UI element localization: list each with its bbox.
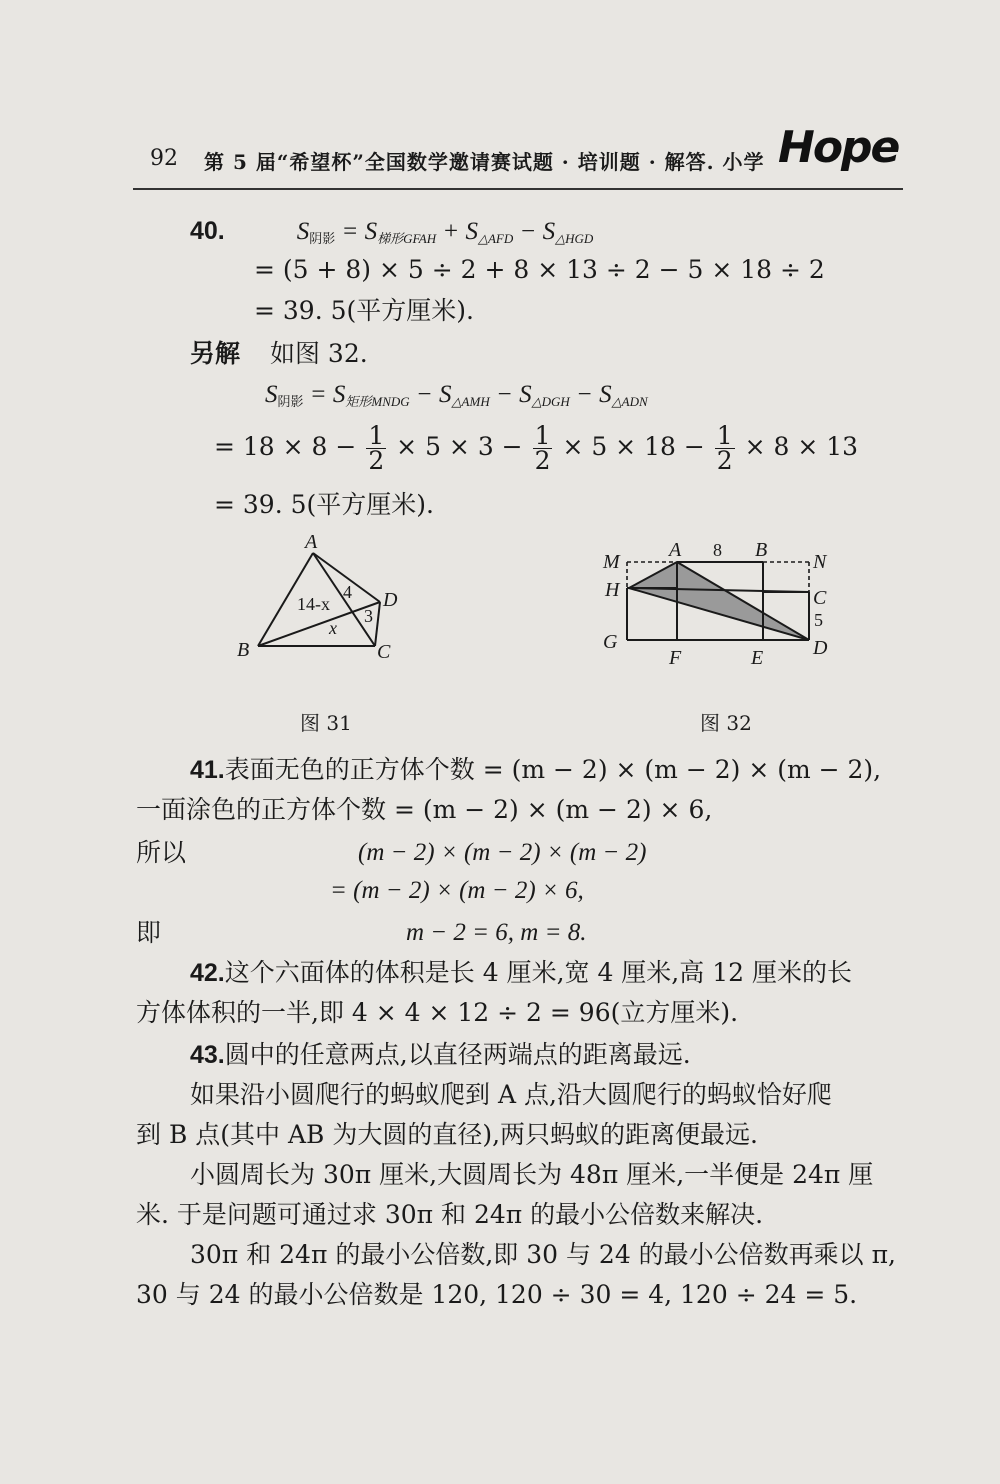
page-number: 92 bbox=[150, 146, 178, 171]
fig32-label-c: C bbox=[813, 587, 827, 609]
q40-alt-line2: = 18 × 8 − $\frac{1}{2}$ × 5 × 3 − $\frac{1}{2}$ × 5 × 18 − $\frac{1}{2}$ × 8 × 13 bbox=[214, 421, 859, 475]
fig31-label-a: A bbox=[305, 531, 318, 553]
q42-line1: 42.这个六面体的体积是长 4 厘米,宽 4 厘米,高 12 厘米的长 bbox=[190, 958, 852, 987]
fig31-label-d: D bbox=[383, 589, 398, 611]
q41-number: 41. bbox=[190, 756, 225, 784]
fig32-label-d: D bbox=[813, 637, 828, 659]
fig31-label-c: C bbox=[377, 641, 391, 663]
q43-line5: 米. 于是问题可通过求 30π 和 24π 的最小公倍数来解决. bbox=[136, 1200, 764, 1229]
fig32-label-h: H bbox=[605, 579, 620, 601]
q43-line7: 30 与 24 的最小公倍数是 120, 120 ÷ 30 = 4, 120 ÷ 24 = 5. bbox=[136, 1280, 858, 1309]
q40-alt-line1: $S_{阴影} = S_{矩形MNDG} - S_{\triangle AMH} - S_{\triangle DGH} - S_{\triangle ADN}$ bbox=[265, 381, 648, 410]
fig32-length-8: 8 bbox=[713, 540, 722, 560]
fig31-edge-cd bbox=[375, 602, 380, 646]
q40-alt-intro: 另解 如图 32. bbox=[190, 339, 368, 368]
running-header-title: 第 5 届“希望杯”全国数学邀请赛试题 · 培训题 · 解答. 小学 bbox=[204, 150, 765, 174]
fig32-label-g: G bbox=[603, 631, 618, 653]
fig31-label-b: B bbox=[237, 639, 250, 661]
q40-line3: = 39. 5(平方厘米). bbox=[254, 296, 474, 325]
q42-number: 42. bbox=[190, 959, 225, 987]
fig31-area-14-x: 14-x bbox=[297, 594, 330, 614]
fig31-area-x: x bbox=[329, 618, 337, 638]
hope-logo: Hope bbox=[778, 122, 899, 173]
q41-ie-label: 即 bbox=[136, 918, 162, 947]
fig32-label-a: A bbox=[669, 539, 682, 561]
fraction-half: $\frac{1}{2}$ bbox=[368, 421, 385, 475]
fig32-label-f: F bbox=[669, 647, 682, 669]
q43-line4: 小圆周长为 30π 厘米,大圆周长为 48π 厘米,一半便是 24π 厘 bbox=[190, 1160, 874, 1189]
q41-line2: 一面涂色的正方体个数 = (m − 2) × (m − 2) × 6, bbox=[136, 795, 713, 824]
q41-line1: 41.表面无色的正方体个数 = (m − 2) × (m − 2) × (m − 2), bbox=[190, 755, 882, 784]
fig32-length-5: 5 bbox=[814, 610, 823, 630]
fig32-label-b: B bbox=[755, 539, 768, 561]
fig31-area-3: 3 bbox=[364, 606, 373, 626]
q40-line1: 40. $S_{阴影} = S_{梯形GFAH} + S_{\triangle AFD} - S_{\triangle HGD}$ bbox=[190, 217, 594, 247]
q43-line2: 如果沿小圆爬行的蚂蚁爬到 A 点,沿大圆爬行的蚂蚁恰好爬 bbox=[190, 1080, 832, 1109]
fig31-area-4: 4 bbox=[343, 582, 352, 602]
fig32-label-m: M bbox=[603, 551, 620, 573]
q40-alt-line3: = 39. 5(平方厘米). bbox=[214, 490, 434, 519]
fig32-label-n: N bbox=[813, 551, 827, 573]
q40-line2: = (5 + 8) × 5 ÷ 2 + 8 × 13 ÷ 2 − 5 × 18 ÷ 2 bbox=[254, 255, 825, 284]
q43-line6: 30π 和 24π 的最小公倍数,即 30 与 24 的最小公倍数再乘以 π, bbox=[190, 1240, 897, 1269]
q41-so-label: 所以 bbox=[136, 838, 187, 867]
q43-line1: 43.圆中的任意两点,以直径两端点的距离最远. bbox=[190, 1040, 691, 1069]
fraction-half: $\frac{1}{2}$ bbox=[534, 421, 551, 475]
q40-number: 40. bbox=[190, 217, 225, 245]
header-rule bbox=[133, 188, 903, 190]
q43-line3: 到 B 点(其中 AB 为大圆的直径),两只蚂蚁的距离便最远. bbox=[136, 1120, 758, 1149]
q41-eq2: = (m − 2) × (m − 2) × 6, bbox=[330, 877, 584, 904]
fraction-half: $\frac{1}{2}$ bbox=[716, 421, 733, 475]
alt-solution-label: 另解 bbox=[190, 339, 241, 368]
figure-31-diagram bbox=[225, 530, 425, 670]
q42-line2: 方体体积的一半,即 4 × 4 × 12 ÷ 2 = 96(立方厘米). bbox=[136, 998, 739, 1027]
figure-32-diagram bbox=[595, 530, 845, 680]
figure-31-caption: 图 31 bbox=[300, 711, 352, 735]
q41-eq3: m − 2 = 6, m = 8. bbox=[406, 919, 587, 946]
q41-eq1: (m − 2) × (m − 2) × (m − 2) bbox=[358, 839, 647, 866]
fig32-label-e: E bbox=[751, 647, 764, 669]
figure-32-caption: 图 32 bbox=[700, 711, 752, 735]
q43-number: 43. bbox=[190, 1041, 225, 1069]
